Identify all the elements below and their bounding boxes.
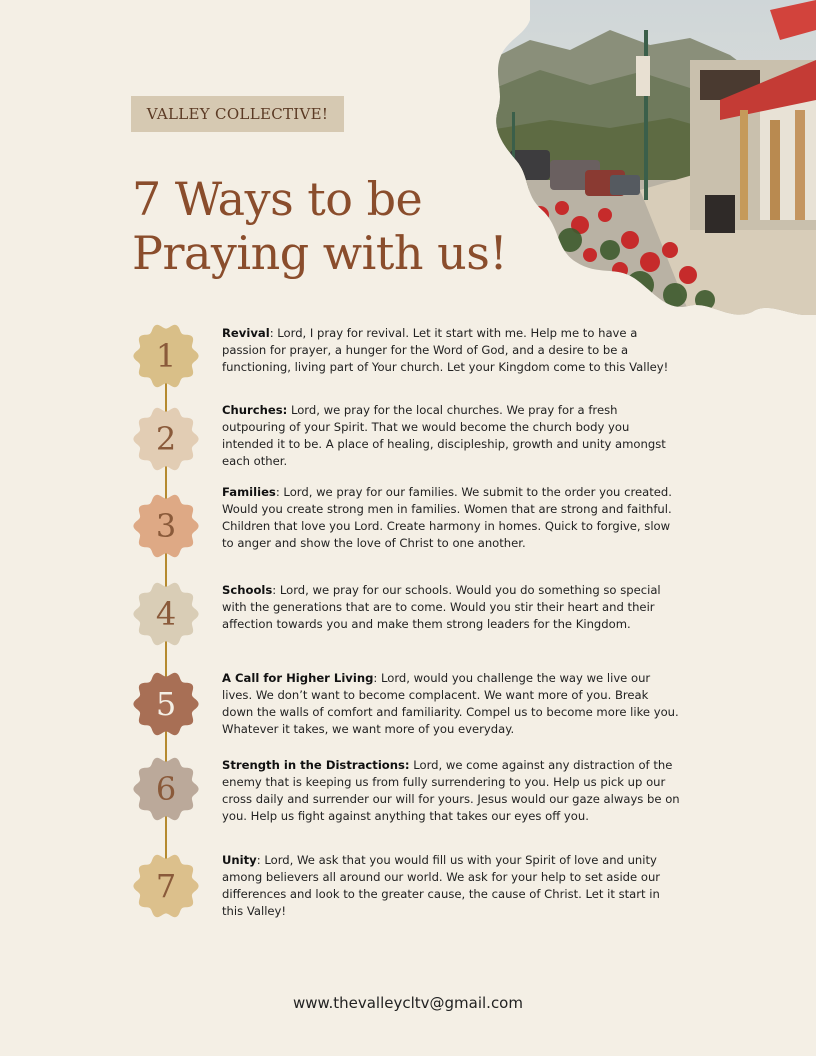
badge-number: 6 [155,770,177,808]
number-badge-4 [132,580,200,648]
street-photo [490,0,816,315]
item-heading: A Call for Higher Living [222,671,374,685]
prayer-item-revival [222,325,682,376]
prayer-item-families [222,484,682,552]
badge-number: 2 [155,420,177,458]
badge-number: 5 [155,685,177,723]
item-separator: : [275,485,280,499]
prayer-item-unity [222,852,682,920]
item-heading: Unity [222,853,257,867]
number-badge-3 [132,492,200,560]
item-heading: Churches: [222,403,288,417]
item-text: Lord, I pray for revival. Let it start with me. Help me to have a passion for prayer, a hunger for the Word of God, and a desire to be a functioning, living part of Your church. Let your Kingdom come to this Valley! [222,326,669,374]
number-badge-5 [132,670,200,738]
number-badge-1 [132,322,200,390]
item-text: Lord, We ask that you would fill us with your Spirit of love and unity among believers all around our world. We ask for your help to set aside our differences and look to the greater cause, the cause of Christ. Let it start in this Valley! [222,853,661,918]
footer-email[interactable]: www.thevalleycltv@gmail.com [293,994,523,1012]
item-heading: Strength in the Distractions: [222,758,410,772]
number-badge-2 [132,405,200,473]
page-title [132,172,532,280]
item-separator: : [269,326,274,340]
item-heading: Families [222,485,276,499]
prayer-item-churches [222,402,682,470]
badge-number: 3 [155,507,177,545]
item-separator: : [272,583,277,597]
brand-tag: VALLEY COLLECTIVE! [131,96,344,132]
item-heading: Schools [222,583,273,597]
item-text: Lord, we pray for our schools. Would you do something so special with the generations that are to come. Would you stir their heart and their affection towards you and make them strong leaders for the Kingdom. [222,583,661,631]
item-heading: Revival [222,326,270,340]
number-badge-7 [132,852,200,920]
prayer-item-schools [222,582,682,633]
item-text: Lord, we pray for our families. We submit to the order you created. Would you create strong men in families. Women that are strong and faithful. Children that love you Lord. Create harmony in homes. Quick to forgive, slow to anger and show the love of Christ to one another. [222,485,672,550]
title-line-1: 7 Ways to be [132,172,423,226]
item-text: Lord, we come against any distraction of the enemy that is keeping us from fully surrendering to you. Help us pick up our cross daily and surrender our will for yours. Jesus would our gaze always be on you. Help us fight against anything that takes our eyes off you. [222,758,680,823]
title-line-2: Praying with us! [132,226,508,280]
item-separator: : [373,671,378,685]
item-text: Lord, would you challenge the way we live our lives. We don’t want to become complacent. We want more of you. Break down the walls of comfort and familiarity. Compel us to become more like you. Whatever it takes, we want more of you everyday. [222,671,679,736]
number-badge-6 [132,755,200,823]
prayer-item-distractions [222,757,682,825]
badge-number: 1 [155,337,177,375]
badge-number: 7 [155,867,177,905]
prayer-item-higher-living [222,670,682,738]
item-text: Lord, we pray for the local churches. We pray for a fresh outpouring of your Spirit. That we would become the church body you intended it to be. A place of healing, discipleship, growth and unity amongst each other. [222,403,666,468]
badge-number: 4 [155,595,177,633]
item-separator: : [256,853,261,867]
